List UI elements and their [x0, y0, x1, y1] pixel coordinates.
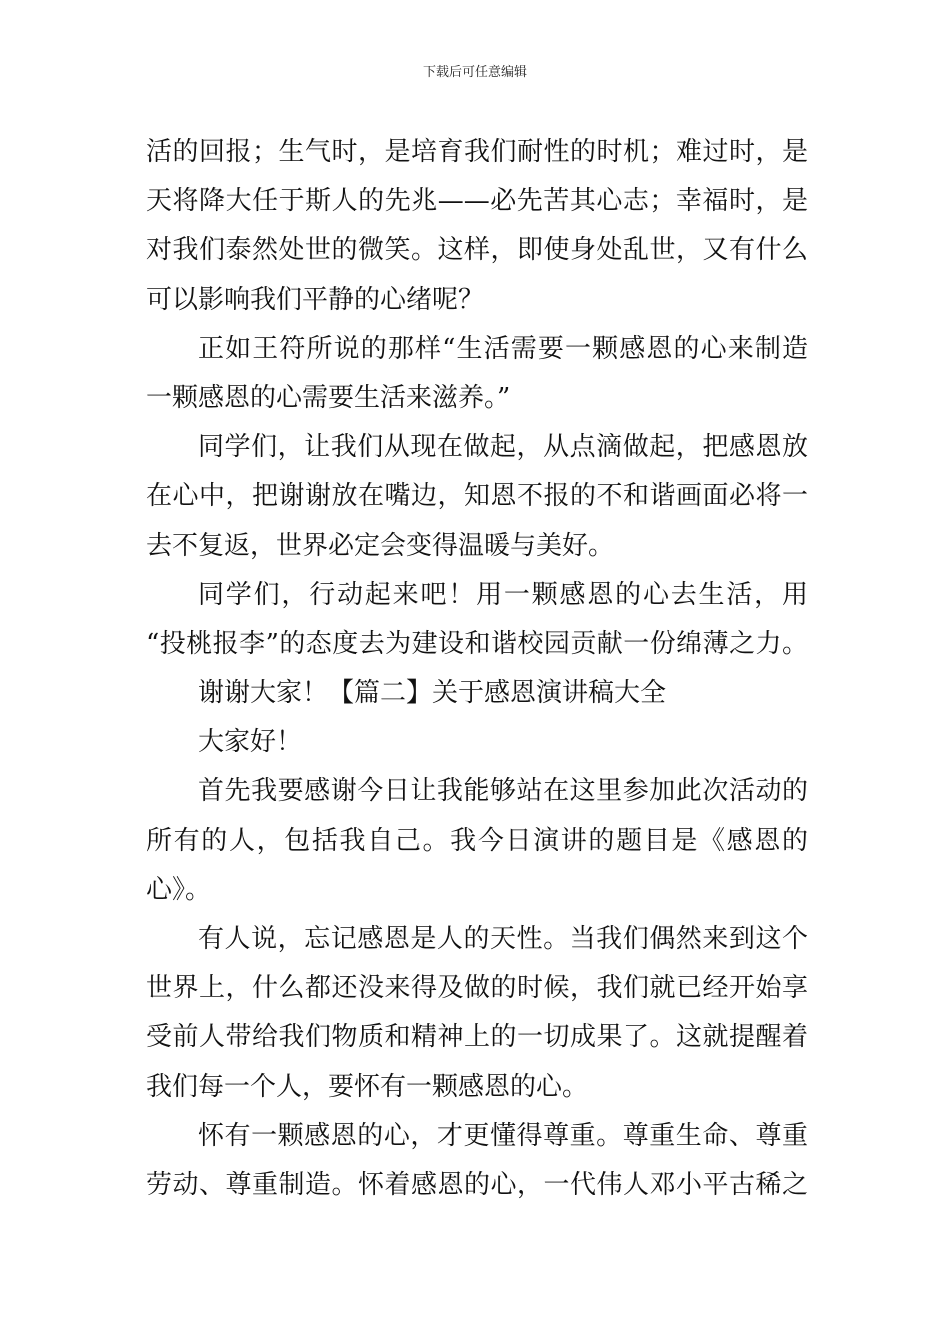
text-line: 正如王符所说的那样“生活需要一颗感恩的心来制造: [198, 333, 808, 364]
text-line: 世界上，什么都还没来得及做的时候，我们就已经开始享: [146, 973, 808, 1004]
text-line: 同学们，让我们从现在做起，从点滴做起，把感恩放: [198, 432, 808, 463]
text-line: 谢谢大家！【篇二】关于感恩演讲稿大全: [198, 678, 667, 709]
text-line: 我们每一个人，要怀有一颗感恩的心。: [146, 1071, 589, 1102]
text-line: 对我们泰然处世的微笑。这样，即使身处乱世，又有什么: [146, 235, 808, 266]
text-line: 可以影响我们平静的心绪呢？: [146, 284, 485, 315]
text-line: 所有的人，包括我自己。我今日演讲的题目是《感恩的: [146, 825, 808, 856]
text-line: 有人说，忘记感恩是人的天性。当我们偶然来到这个: [198, 924, 808, 954]
text-line: 大家好！: [198, 727, 303, 758]
text-line: 首先我要感谢今日让我能够站在这里参加此次活动的: [198, 776, 808, 807]
text-line: 在心中，把谢谢放在嘴边，知恩不报的不和谐画面必将一: [146, 481, 808, 512]
page-header-note: 下载后可任意编辑: [422, 65, 527, 80]
document-body: [146, 128, 808, 1210]
text-line: “投桃报李”的态度去为建设和谐校园贡献一份绵薄之力。: [146, 628, 808, 659]
text-line: 受前人带给我们物质和精神上的一切成果了。这就提醒着: [146, 1022, 808, 1053]
text-line: 活的回报；生气时，是培育我们耐性的时机；难过时，是: [146, 137, 808, 167]
text-line: 劳动、尊重制造。怀着感恩的心，一代伟人邓小平古稀之: [146, 1169, 808, 1200]
text-line: 心》。: [146, 874, 212, 905]
text-line: 天将降大任于斯人的先兆——必先苦其心志；幸福时，是: [146, 186, 808, 217]
text-line: 同学们，行动起来吧！用一颗感恩的心去生活，用: [198, 579, 808, 610]
text-line: 一颗感恩的心需要生活来滋养。”: [146, 382, 511, 413]
text-line: 怀有一颗感恩的心，才更懂得尊重。尊重生命、尊重: [198, 1120, 808, 1151]
text-line: 去不复返，世界必定会变得温暖与美好。: [146, 530, 615, 561]
